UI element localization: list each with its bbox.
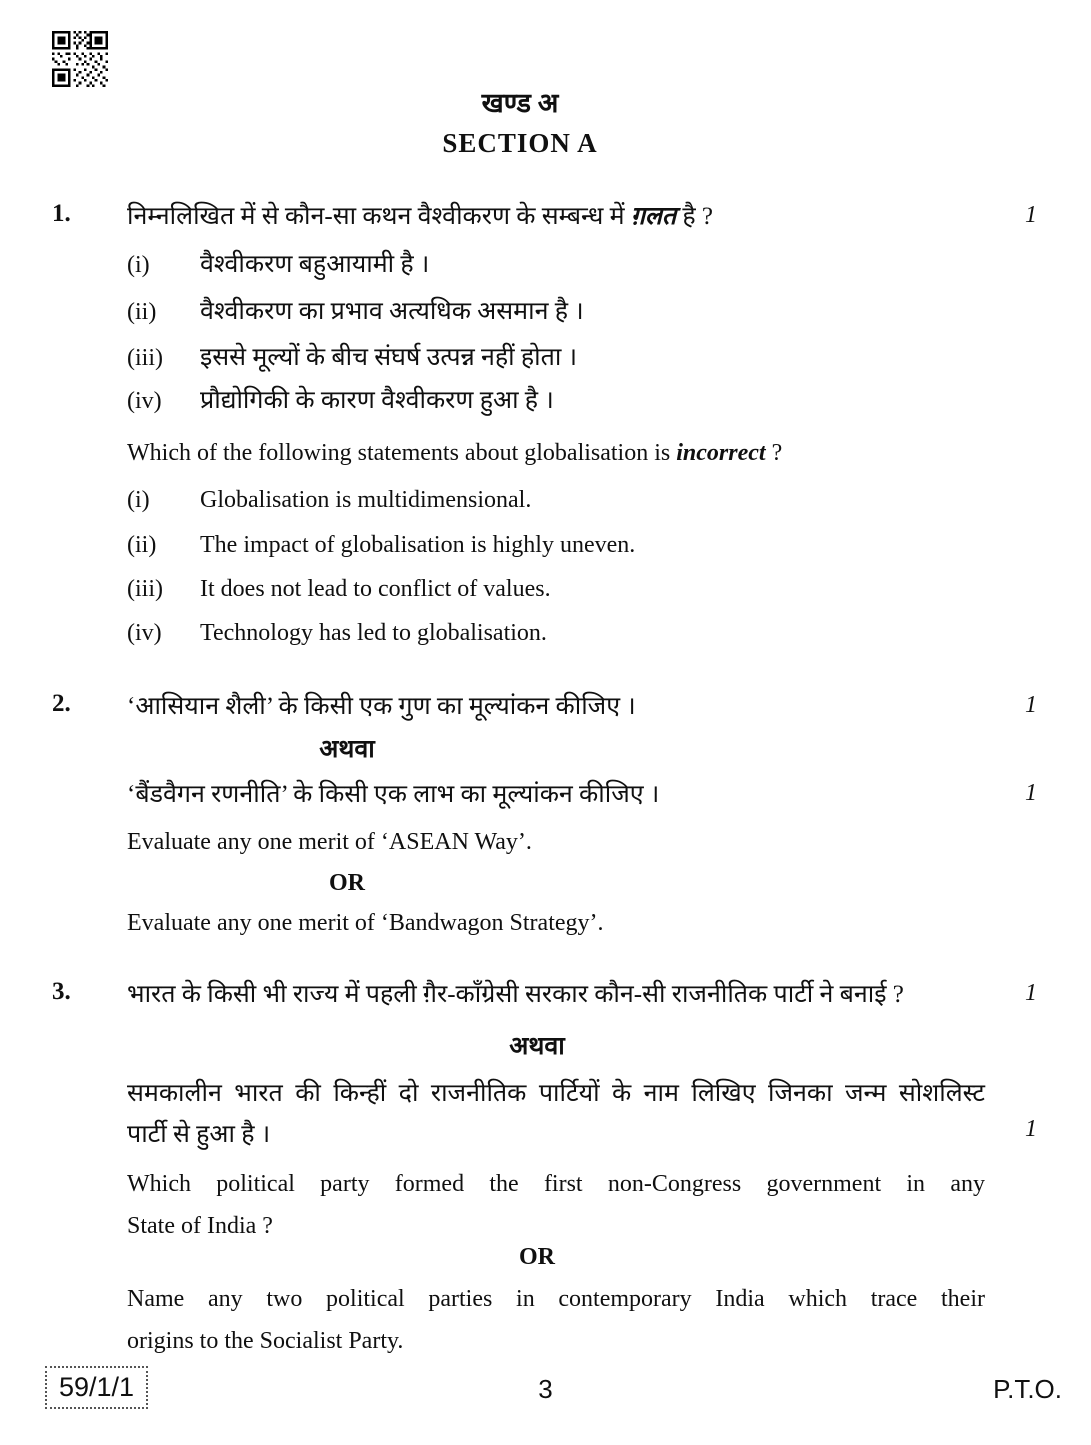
q3-english-option2-line1: Name any two political parties in contemporary India which trace their bbox=[127, 1286, 985, 1312]
pto-label: P.T.O. bbox=[993, 1374, 1062, 1404]
q1-option-english-2-text: The impact of globalisation is highly uneven. bbox=[200, 532, 636, 558]
q1-stem-hindi-post: है ? bbox=[676, 203, 713, 230]
paper-code: 59/1/1 bbox=[59, 1372, 135, 1402]
q1-stem-english-emphasis: incorrect bbox=[676, 440, 766, 466]
q1-option-hindi-3-text: इससे मूल्यों के बीच संघर्ष उत्पन्न नहीं होता । bbox=[200, 344, 578, 371]
q2-hindi-option1: ‘आसियान शैली’ के किसी एक गुण का मूल्यांकन कीजिए । bbox=[127, 693, 636, 720]
section-heading-english: SECTION A bbox=[442, 128, 598, 158]
q2-number: 2. bbox=[52, 690, 71, 717]
q1-option-hindi-2 bbox=[127, 295, 584, 329]
q1-option-english-3-text: It does not lead to conflict of values. bbox=[200, 576, 551, 602]
q3-english-option1 bbox=[127, 1163, 985, 1247]
q3-hindi-option2-line1: समकालीन भारत की किन्हीं दो राजनीतिक पार्टियों के नाम लिखिए जिनका जन्म सोशलिस्ट bbox=[127, 1080, 985, 1107]
q1-stem-hindi-pre: निम्नलिखित में से कौन-सा कथन वैश्वीकरण के सम्बन्ध में bbox=[127, 203, 631, 230]
q2-english-option1: Evaluate any one merit of ‘ASEAN Way’. bbox=[127, 829, 532, 855]
q3-or-hindi: अथवा bbox=[509, 1033, 565, 1060]
q3-hindi-option1: भारत के किसी भी राज्य में पहली ग़ैर-काँग्रेसी सरकार कौन-सी राजनीतिक पार्टी ने बनाई ? bbox=[127, 981, 904, 1008]
q1-option-hindi-3-label: (iii) bbox=[127, 345, 163, 371]
q1-option-english-4-label: (iv) bbox=[127, 620, 162, 646]
q1-option-hindi-2-text: वैश्वीकरण का प्रभाव अत्यधिक असमान है । bbox=[200, 298, 584, 325]
q1-option-english-2-label: (ii) bbox=[127, 532, 157, 558]
q2-marks-2: 1 bbox=[1025, 780, 1037, 806]
q1-option-hindi-4-text: प्रौद्योगिकी के कारण वैश्वीकरण हुआ है । bbox=[200, 387, 554, 414]
q2-or-english: OR bbox=[329, 870, 365, 896]
q1-option-english-1-label: (i) bbox=[127, 487, 150, 513]
q3-or-english: OR bbox=[519, 1244, 555, 1270]
q1-option-hindi-1 bbox=[127, 248, 429, 282]
q1-option-english-3-label: (iii) bbox=[127, 576, 163, 602]
q1-stem-english-pre: Which of the following statements about globalisation is bbox=[127, 440, 677, 466]
q1-option-english-4-text: Technology has led to globalisation. bbox=[200, 620, 547, 646]
q1-stem-hindi bbox=[127, 200, 713, 234]
q1-option-english-4 bbox=[127, 616, 547, 650]
q1-option-hindi-3 bbox=[127, 341, 577, 375]
qr-code bbox=[52, 30, 108, 88]
q1-option-hindi-1-text: वैश्वीकरण बहुआयामी है । bbox=[200, 251, 430, 278]
q1-option-hindi-2-label: (ii) bbox=[127, 299, 157, 325]
page-number: 3 bbox=[538, 1374, 553, 1404]
q1-option-english-3 bbox=[127, 572, 551, 606]
q1-stem-english-post: ? bbox=[765, 440, 783, 466]
q1-marks: 1 bbox=[1025, 202, 1037, 228]
q2-marks-1: 1 bbox=[1025, 692, 1037, 718]
q1-option-hindi-1-label: (i) bbox=[127, 252, 150, 278]
q3-english-option2-line2: origins to the Socialist Party. bbox=[127, 1328, 404, 1354]
q3-marks-1: 1 bbox=[1025, 980, 1037, 1006]
q1-option-hindi-4-label: (iv) bbox=[127, 388, 162, 414]
q3-english-option2 bbox=[127, 1278, 985, 1362]
q1-stem-english bbox=[127, 436, 782, 470]
q1-option-english-1 bbox=[127, 483, 531, 517]
q2-or-hindi: अथवा bbox=[319, 736, 375, 763]
q1-option-english-2 bbox=[127, 528, 635, 562]
q3-hindi-option2-line2: पार्टी से हुआ है । bbox=[127, 1121, 271, 1148]
q1-stem-hindi-emphasis: ग़लत bbox=[630, 203, 677, 230]
q1-option-hindi-4 bbox=[127, 384, 554, 418]
q3-marks-2: 1 bbox=[1025, 1116, 1037, 1142]
section-heading-hindi: खण्ड अ bbox=[481, 88, 559, 118]
q3-english-option1-line1: Which political party formed the first non-Congress government in any bbox=[127, 1171, 985, 1197]
q1-option-english-1-text: Globalisation is multidimensional. bbox=[200, 487, 532, 513]
q1-number: 1. bbox=[52, 200, 71, 227]
q2-hindi-option2: ‘बैंडवैगन रणनीति’ के किसी एक लाभ का मूल्यांकन कीजिए । bbox=[127, 781, 660, 808]
q3-number: 3. bbox=[52, 978, 71, 1005]
q3-english-option1-line2: State of India ? bbox=[127, 1213, 273, 1239]
q2-english-option2: Evaluate any one merit of ‘Bandwagon Strategy’. bbox=[127, 910, 604, 936]
q3-hindi-option2 bbox=[127, 1073, 985, 1155]
